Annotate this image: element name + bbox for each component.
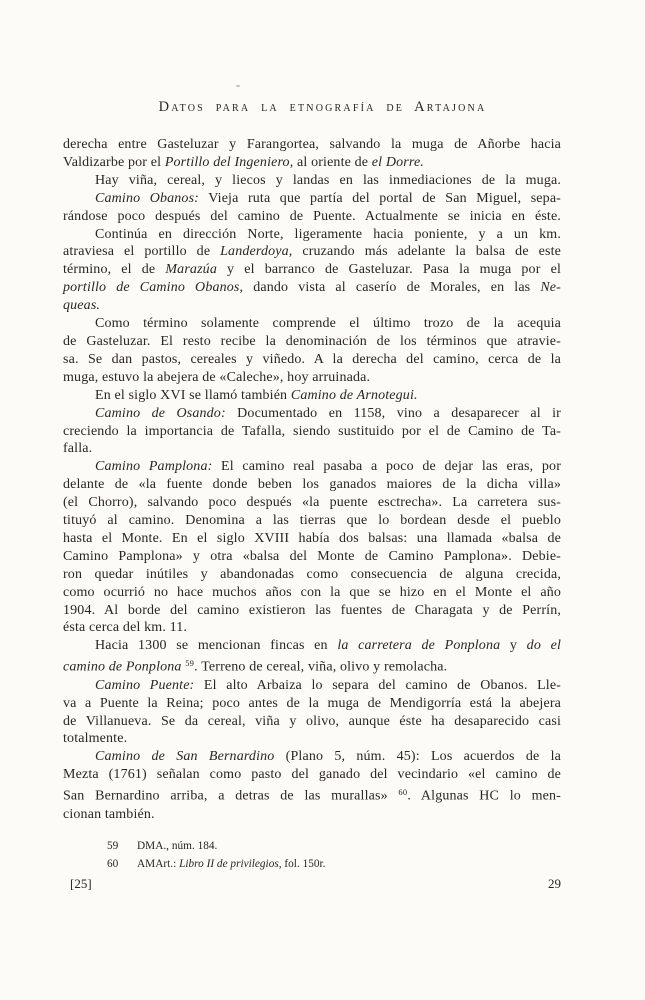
text-run: como ocurrió no hace muchos años con la que se hizo en el Monte el año — [63, 584, 561, 600]
text-run: Como término solamente comprende el último trozo de la acequia — [95, 316, 561, 332]
text-line — [63, 784, 561, 805]
text-run: atraviesa el portillo de — [63, 244, 221, 260]
text-run: término, el de — [63, 262, 166, 278]
text-run: muga, estuvo la abejera de «Caleche», hoy arruinada. — [63, 369, 371, 385]
text-run: hasta el Monte. En el siglo XVIII había dos balsas: una llamada «balsa de — [63, 530, 561, 546]
text-run: delante de «la fuente donde beben los ganados maiores de la dicha villa» — [63, 477, 561, 493]
text-run: El alto Arbaiza lo separa del camino de Obanos. Lle- — [194, 677, 561, 693]
footnote-text — [137, 858, 326, 870]
italic-text: Camino de San Bernardino — [95, 749, 275, 765]
italic-text: Camino de Arnotegui. — [290, 387, 418, 403]
scan-speck — [236, 85, 240, 87]
text-run: de Gasteluzar. El resto recibe la denominación de los términos que atravie- — [63, 333, 561, 349]
footnote — [107, 838, 326, 856]
text-run: ésta cerca del km. 11. — [63, 620, 188, 636]
text-run: Documentado en 1158, vino a desaparecer al ir — [225, 405, 561, 421]
italic-text: queas. — [63, 298, 101, 314]
text-line — [63, 619, 561, 637]
text-run: Hacia 1300 se mencionan fincas en — [95, 638, 338, 654]
text-line — [63, 494, 561, 512]
text-run: En el siglo XVI se llamó también — [95, 387, 291, 403]
text-line — [63, 748, 561, 766]
text-run: . Algunas HC lo men- — [407, 788, 561, 804]
text-run: rándose poco después del camino de Puente. Actualmente se inicia en éste. — [63, 208, 561, 224]
italic-text: Landerdoya, — [220, 244, 293, 260]
text-line — [63, 208, 561, 226]
text-run: y — [500, 638, 527, 654]
text-run: . Terreno de cereal, viña, olivo y remolacha. — [194, 659, 448, 675]
footnote-reference: 60 — [398, 787, 408, 798]
footnote-number: 60 — [107, 857, 119, 870]
text-line — [63, 369, 561, 387]
text-run: cionan también. — [63, 806, 155, 822]
text-run: Continúa en dirección Norte, ligeramente hacia poniente, y a un km. — [95, 226, 561, 242]
text-line — [63, 243, 561, 261]
text-run: 1904. Al borde del camino existieron las fuentes de Charagata y de Perrín, — [63, 602, 561, 618]
text-line — [63, 315, 561, 333]
italic-text: do el — [526, 638, 562, 654]
italic-text: la carretera de Ponplona — [337, 638, 501, 654]
text-run: derecha entre Gasteluzar y Farangortea, salvando la muga de Añorbe hacia — [63, 137, 561, 152]
text-line — [63, 279, 561, 297]
text-run: fol. 150r. — [281, 857, 326, 870]
footnote-reference: 59 — [185, 658, 195, 669]
text-run: Valdizarbe por el — [63, 154, 165, 170]
text-run: Vieja ruta que partía del portal de San Miguel, sepa- — [199, 190, 561, 206]
text-run: cruzando más adelante la balsa de este — [292, 244, 561, 260]
italic-text: Camino Pamplona: — [95, 459, 213, 475]
text-line — [63, 387, 561, 405]
text-line — [63, 458, 561, 476]
text-line — [63, 423, 561, 441]
text-run: de Villanueva. Se da cereal, viña y olivo, aunque éste ha desaparecido casi — [63, 713, 561, 729]
footnote — [107, 856, 326, 874]
italic-text: el Dorre. — [371, 154, 424, 170]
italic-text: camino de Ponplona — [63, 659, 186, 675]
text-run: va a Puente la Reina; poco antes de la muga de Mendigorría está la abejera — [63, 695, 561, 711]
italic-text: Camino Obanos: — [95, 190, 199, 206]
text-run: El camino real pasaba a poco de dejar las eras, por — [212, 459, 562, 475]
text-line — [63, 530, 561, 548]
text-run: San Bernardino arriba, a detras de las murallas» — [63, 788, 399, 804]
text-line — [63, 584, 561, 602]
text-line — [63, 655, 561, 676]
text-run: (el Chorro), salvando poco después «la puente esctrecha». La carretera sus- — [63, 495, 561, 511]
footer-page-number: 29 — [548, 876, 561, 891]
text-line — [63, 602, 561, 620]
text-run: totalmente. — [63, 731, 128, 747]
text-run: ron quedar inútiles y abandonadas como consecuencia de alguna crecida, — [63, 566, 561, 582]
text-line — [63, 154, 561, 172]
text-line — [63, 695, 561, 713]
italic-text: Camino de Osando: — [95, 405, 226, 421]
text-line — [63, 297, 561, 315]
italic-text: Portillo del Ingeniero, — [164, 154, 294, 170]
text-run: falla. — [63, 441, 93, 457]
text-line — [63, 766, 561, 784]
text-line — [63, 226, 561, 244]
text-run: Mezta (1761) señalan como pasto del ganado del vecindario «el camino de — [63, 767, 561, 783]
text-run: DMA., núm. 184. — [137, 840, 218, 852]
text-line — [63, 440, 561, 458]
text-run: al oriente de — [293, 154, 372, 170]
text-run: AMArt.: — [137, 857, 180, 870]
italic-text: Libro II de privilegios, — [179, 857, 282, 870]
footer-page-bracket: [25] — [70, 876, 92, 891]
text-line — [63, 261, 561, 279]
page-title: Datos para la etnografía de Artajona — [158, 99, 487, 115]
text-run: creciendo la importancia de Tafalla, siendo sustituido por el de Camino de Ta- — [63, 423, 561, 439]
text-run: sa. Se dan pastos, cereales y viñedo. A la derecha del camino, cerca de la — [63, 351, 561, 367]
text-line — [63, 136, 561, 154]
footnote-text — [137, 840, 217, 852]
text-line — [63, 713, 561, 731]
text-line — [63, 806, 561, 824]
text-line — [63, 172, 561, 190]
footnotes — [107, 838, 326, 873]
italic-text: Marazúa — [165, 262, 217, 278]
text-line — [63, 730, 561, 748]
text-run: Hay viña, cereal, y liecos y landas en las inmediaciones de la muga. — [95, 172, 561, 188]
text-run: tituyó al camino. Denomina a las tierras que lo bordean desde el pueblo — [63, 513, 561, 529]
text-run: Camino Pamplona» y otra «balsa del Monte de Camino Pamplona». Debie- — [63, 548, 561, 564]
footnote-number: 59 — [107, 840, 119, 852]
text-line — [63, 333, 561, 351]
text-line — [63, 512, 561, 530]
text-line — [63, 637, 561, 655]
body-text — [63, 136, 561, 823]
text-line — [63, 566, 561, 584]
text-run: y el barranco de Gasteluzar. Pasa la muga por el — [216, 262, 561, 278]
text-line — [63, 190, 561, 208]
text-run: (Plano 5, núm. 45): Los acuerdos de la — [274, 749, 561, 765]
text-line — [63, 548, 561, 566]
text-line — [63, 677, 561, 695]
text-line — [63, 351, 561, 369]
italic-text: portillo de Camino Obanos, — [63, 280, 244, 296]
text-line — [63, 405, 561, 423]
italic-text: Camino Puente: — [95, 677, 195, 693]
text-line — [63, 476, 561, 494]
text-run: dando vista al caserío de Morales, en las — [243, 280, 541, 296]
italic-text: Ne- — [540, 280, 561, 296]
